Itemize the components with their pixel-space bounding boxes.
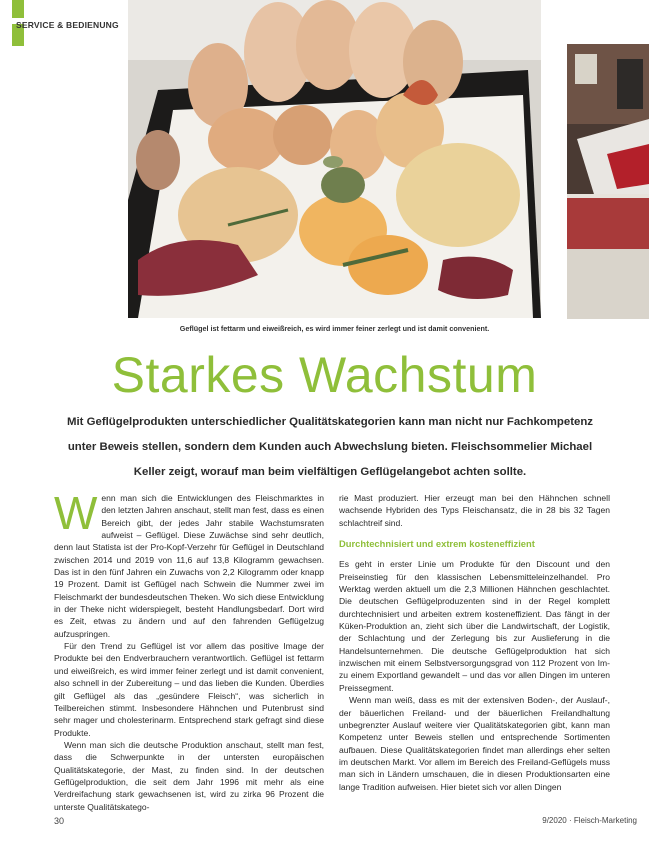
drop-cap: W bbox=[54, 487, 98, 539]
body-paragraph: Wenn man weiß, dass es mit der extensiven Boden-, der Auslauf-, der bäuerlichen Freiland- und der bäuerlichen Freilandhaltung unbegrenzter Auslauf weitere vier Qualitätskategorien gibt, kann man Kompetenz unter Beweis stellen und entsprechende Sortimenten aufbauen. Diese Qualitätskategorien findet man allerdings eher selten im deutschen Markt. Vor allem im Bereich des Freiland-Geflügels muss man sich in Ländern umschauen, die in diesen Produktionsarten eine lange Tradition aufweisen. Hier bietet sich vor allen Dingen bbox=[339, 695, 610, 792]
issue-footer bbox=[542, 816, 637, 825]
body-paragraph: Es geht in erster Linie um Produkte für den Discount und den Preiseinstieg für den klassischen Lebensmitteleinzelhandel. Pro Werktag werden aktuell um die 2,3 Millionen Hähnchen geschlachtet. Die deutschen Geflügelproduzenten sind in der Regel komplett durchtechnisiert und arbeiten extrem kosteneffizient. Das fängt in der Küken-Produktion an, zieht sich über die Landwirtschaft, der Logistik, der Schlachtung und der Zerlegung bis zur Auslieferung in die Handelsunternehmen. Die deutsche Geflügelproduktion hat sich inzwischen mit einem Selbstversorgungsgrad von 112 Prozent von Im- zu einem Exportland gewandelt – und das vor allen Dingen im unteren Preissegment. bbox=[339, 559, 610, 693]
body-paragraph: Für den Trend zu Geflügel ist vor allem das positive Image der Produkte bei den Endverbrauchern verantwortlich. Geflügel ist fettarm und eiweißreich, es wird immer feiner zerlegt und ist damit convenient, also schnell in der Zubereitung – und das lieben die Kunden. Überdies gilt Geflügel als das „gesündere Fleisch“, was sicherlich in Teilbereichen stimmt. Insbesondere Hähnchen und Putenbrust sind sehr mager und cholesterinarm. Entsprechend stark gefragt sind diese Produkte. bbox=[54, 641, 324, 738]
body-paragraph: Wenn man sich die deutsche Produktion anschaut, stellt man fest, dass die Schwerpunkte in der untersten europäischen Qualitätskategorie, der Mast, zu finden sind. In der deutschen Geflügelproduktion, die seit dem Jahr 1996 mit mehr als eine Verdreifachung stark gewachsenen ist, wird zu zirka 96 Prozent die unterste Qualitätskatego- bbox=[54, 739, 324, 812]
footer-separator: · bbox=[568, 816, 572, 825]
issue-number: 9/2020 bbox=[542, 816, 567, 825]
body-paragraph: rie Mast produziert. Hier erzeugt man bei den Hähnchen schnell wachsende Hybriden des Typs Fleischansatz, die in 28 bis 32 Tagen schlachtreif sind. bbox=[339, 493, 610, 528]
lead-paragraph: Mit Geflügelprodukten unterschiedlicher Qualitätskategorien kann man nicht nur Fachkompetenz unter Beweis stellen, sondern dem Kunden auch Abwechslung bieten. Fleischsommelier Michael Keller zeigt, worauf man beim vielfältigen Geflügelangebot achten sollte. bbox=[67, 416, 593, 478]
poultry-photo bbox=[128, 0, 541, 318]
butcher-counter-photo bbox=[567, 44, 649, 319]
section-label: SERVICE & BEDIENUNG bbox=[16, 20, 119, 30]
page-number: 30 bbox=[54, 816, 65, 826]
headline: Starkes Wachstum bbox=[111, 347, 538, 403]
body-paragraph bbox=[54, 487, 324, 640]
photo-caption: Geflügel ist fettarm und eiweißreich, es wird immer feiner zerlegt und ist damit convenient. bbox=[179, 324, 490, 333]
body-column-left bbox=[54, 487, 324, 813]
paragraph-text: enn man sich die Entwicklungen des Fleischmarktes in den letzten Jahren anschaut, stellt man fest, dass es einen Bereich gibt, der jedes Jahr stabile Wachstumsraten aufweist – Geflügel. Diese Zuwächse sind sehr deutlich, denn laut Statista ist der Pro-Kopf-Verzehr für Geflügel in Deutschland zwischen 2014 und 2019 von 11,6 auf 13,8 Kilogramm gewachsen. Das ist in den fünf Jahren ein Zuwachs von 2,2 Kilogramm oder knapp 19 Prozent. Damit ist Geflügel nach Schwein die Nummer zwei im Fleischmarkt der bundesdeutschen Theken. Wo sich diese Entwicklung in der Theke nicht widerspiegelt, besteht Handlungsbedarf. Dort wird es Zeit, etwas zu ändern und auf den fahrenden Geflügelzug aufzuspringen. bbox=[54, 493, 324, 639]
publication-name: Fleisch-Marketing bbox=[573, 816, 637, 825]
subheading: Durchtechnisiert und extrem kosteneffizient bbox=[339, 538, 535, 550]
body-column-right bbox=[339, 492, 610, 793]
